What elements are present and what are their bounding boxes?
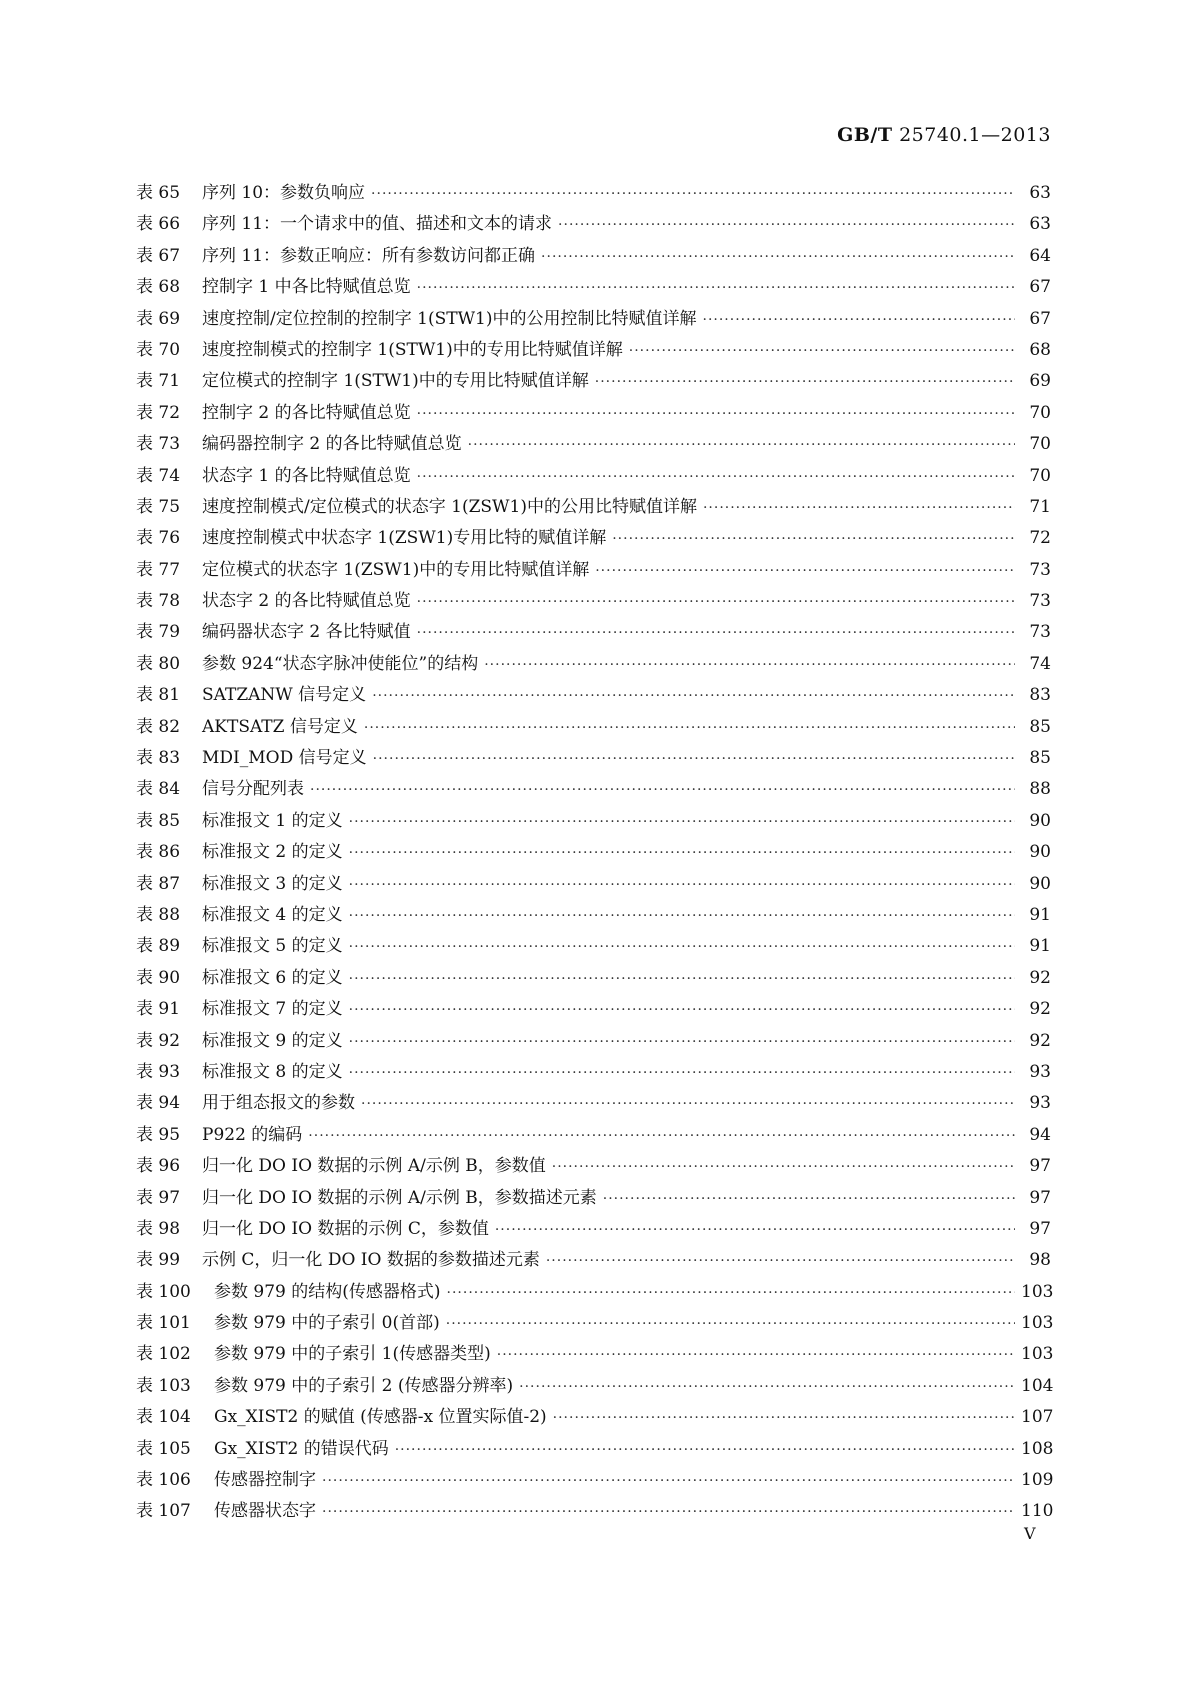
toc-entry-page: 93: [1029, 1061, 1051, 1082]
toc-entry-label: 表 74: [136, 465, 181, 486]
toc-entry-page: 67: [1029, 308, 1051, 329]
toc-entry-title: 信号分配列表: [202, 779, 304, 800]
toc-entry-page: 68: [1029, 339, 1051, 360]
toc-entry[interactable]: [136, 335, 1051, 366]
toc-entry-page: 63: [1029, 183, 1051, 203]
toc-entry-title: 标准报文 3 的定义: [202, 873, 343, 894]
toc-dot-leader: [364, 713, 1015, 744]
toc-entry[interactable]: [136, 931, 1051, 962]
toc-dot-leader: [497, 1340, 1015, 1371]
toc-entry-title: 参数 979 中的子索引 1(传感器类型): [214, 1344, 491, 1365]
toc-dot-leader: [417, 587, 1015, 618]
toc-entry-page: 67: [1029, 277, 1051, 298]
toc-entry[interactable]: [136, 869, 1051, 900]
toc-entry-label: 表 78: [136, 591, 181, 612]
toc-entry-title: 标准报文 7 的定义: [202, 999, 343, 1020]
toc-entry-page: 110: [1021, 1501, 1054, 1522]
toc-entry-title: MDI_MOD 信号定义: [202, 748, 367, 769]
toc-entry[interactable]: [136, 1245, 1051, 1276]
toc-entry-page: 85: [1029, 716, 1051, 737]
toc-dot-leader: [349, 901, 1015, 932]
toc-dot-leader: [468, 430, 1015, 461]
toc-entry-page: 73: [1029, 622, 1051, 643]
toc-entry-label: 表 79: [136, 622, 181, 643]
toc-entry-label: 表 68: [136, 277, 181, 298]
document-header: [837, 124, 1051, 146]
toc-entry[interactable]: [136, 1026, 1051, 1057]
toc-dot-leader: [595, 367, 1015, 398]
toc-entry[interactable]: [136, 178, 1051, 209]
toc-entry-title: Gx_XIST2 的赋值 (传感器-x 位置实际值-2): [214, 1407, 547, 1428]
toc-entry[interactable]: [136, 994, 1051, 1025]
toc-entry-page: 64: [1029, 245, 1051, 266]
toc-dot-leader: [349, 838, 1015, 869]
toc-entry-title: 归一化 DO IO 数据的示例 A/示例 B，参数值: [202, 1156, 546, 1177]
toc-dot-leader: [417, 462, 1015, 493]
toc-entry-page: 90: [1029, 873, 1051, 894]
toc-entry-label: 表 69: [136, 308, 181, 329]
toc-entry-page: 73: [1029, 559, 1051, 580]
toc-entry[interactable]: [136, 649, 1051, 680]
toc-dot-leader: [495, 1215, 1015, 1246]
page-number: V: [1024, 1524, 1036, 1543]
toc-dot-leader: [552, 1152, 1015, 1183]
toc-dot-leader: [484, 650, 1015, 681]
toc-dot-leader: [629, 336, 1015, 367]
toc-entry[interactable]: [136, 1496, 1054, 1527]
toc-entry[interactable]: [136, 1088, 1051, 1119]
toc-entry-title: AKTSATZ 信号定义: [202, 716, 358, 737]
toc-dot-leader: [603, 1184, 1015, 1215]
toc-entry[interactable]: [136, 900, 1051, 931]
toc-dot-leader: [349, 870, 1015, 901]
toc-entry-title: 序列 11：参数正响应：所有参数访问都正确: [202, 245, 536, 266]
toc-entry-title: 标准报文 8 的定义: [202, 1061, 343, 1082]
toc-entry-page: 70: [1029, 465, 1051, 486]
toc-dot-leader: [417, 399, 1015, 430]
toc-dot-leader: [349, 995, 1015, 1026]
toc-entry[interactable]: [136, 492, 1051, 523]
toc-entry[interactable]: [136, 1371, 1054, 1402]
toc-entry-label: 表 66: [136, 214, 181, 235]
toc-entry-page: 70: [1029, 402, 1051, 423]
toc-entry-title: 标准报文 1 的定义: [202, 810, 343, 831]
toc-entry-title: 归一化 DO IO 数据的示例 C，参数值: [202, 1218, 489, 1239]
toc-dot-leader: [349, 964, 1015, 995]
toc-entry-label: 表 98: [136, 1218, 181, 1239]
toc-entry-title: 标准报文 2 的定义: [202, 842, 343, 863]
table-of-contents: [136, 178, 1054, 1528]
toc-entry-page: 90: [1029, 810, 1051, 831]
toc-dot-leader: [395, 1435, 1015, 1466]
toc-entry-page: 91: [1029, 904, 1051, 925]
toc-entry-page: 92: [1029, 999, 1051, 1020]
toc-entry-title: 用于组态报文的参数: [202, 1093, 355, 1114]
toc-entry-page: 83: [1029, 685, 1051, 706]
toc-entry[interactable]: [136, 241, 1051, 272]
toc-entry-label: 表 83: [136, 748, 181, 769]
toc-entry[interactable]: [136, 555, 1051, 586]
toc-entry[interactable]: [136, 366, 1051, 397]
toc-dot-leader: [372, 681, 1015, 712]
toc-entry[interactable]: [136, 1214, 1051, 1245]
toc-dot-leader: [703, 493, 1015, 524]
toc-dot-leader: [612, 524, 1015, 555]
toc-entry-label: 表 80: [136, 653, 181, 674]
toc-entry-title: 示例 C，归一化 DO IO 数据的参数描述元素: [202, 1250, 540, 1271]
toc-dot-leader: [371, 179, 1015, 210]
toc-entry-title: 标准报文 4 的定义: [202, 904, 343, 925]
toc-entry-label: 表 77: [136, 559, 181, 580]
toc-entry[interactable]: [136, 617, 1051, 648]
toc-entry[interactable]: [136, 1183, 1051, 1214]
toc-entry-title: 控制字 1 中各比特赋值总览: [202, 277, 411, 298]
toc-entry-page: 103: [1021, 1344, 1054, 1365]
toc-entry-label: 表 65: [136, 183, 181, 203]
toc-dot-leader: [322, 1466, 1015, 1497]
toc-entry-title: 状态字 1 的各比特赋值总览: [202, 465, 411, 486]
toc-entry-label: 表 91: [136, 999, 181, 1020]
toc-entry-page: 103: [1021, 1313, 1054, 1334]
toc-dot-leader: [310, 775, 1015, 806]
toc-entry-label: 表 106: [136, 1470, 191, 1491]
toc-dot-leader: [417, 618, 1015, 649]
toc-entry-page: 97: [1029, 1218, 1051, 1239]
toc-entry-label: 表 97: [136, 1187, 181, 1208]
toc-entry-page: 90: [1029, 842, 1051, 863]
toc-entry-label: 表 71: [136, 371, 181, 392]
toc-entry[interactable]: [136, 680, 1051, 711]
toc-entry-label: 表 70: [136, 339, 181, 360]
toc-entry-page: 69: [1029, 371, 1051, 392]
toc-entry-page: 88: [1029, 779, 1051, 800]
toc-entry-label: 表 86: [136, 842, 181, 863]
toc-entry-page: 103: [1021, 1281, 1054, 1302]
toc-entry-title: 速度控制模式/定位模式的状态字 1(ZSW1)中的公用比特赋值详解: [202, 496, 697, 517]
toc-entry-page: 92: [1029, 1030, 1051, 1051]
toc-entry[interactable]: [136, 461, 1051, 492]
toc-entry-title: 状态字 2 的各比特赋值总览: [202, 591, 411, 612]
toc-entry-title: 标准报文 6 的定义: [202, 967, 343, 988]
toc-entry-title: SATZANW 信号定义: [202, 685, 367, 706]
toc-entry-page: 91: [1029, 936, 1051, 957]
toc-entry-title: 参数 979 的结构(传感器格式): [214, 1281, 441, 1302]
toc-dot-leader: [349, 1027, 1015, 1058]
toc-dot-leader: [349, 807, 1015, 838]
toc-entry-label: 表 100: [136, 1281, 191, 1302]
toc-entry-label: 表 81: [136, 685, 181, 706]
toc-entry-page: 108: [1021, 1438, 1054, 1459]
toc-entry-title: 编码器控制字 2 的各比特赋值总览: [202, 434, 462, 455]
toc-entry-page: 73: [1029, 591, 1051, 612]
toc-entry-label: 表 104: [136, 1407, 191, 1428]
toc-entry-page: 70: [1029, 434, 1051, 455]
toc-entry-label: 表 90: [136, 967, 181, 988]
toc-dot-leader: [553, 1403, 1015, 1434]
toc-dot-leader: [361, 1089, 1015, 1120]
toc-entry-title: 速度控制模式中状态字 1(ZSW1)专用比特的赋值详解: [202, 528, 607, 549]
toc-entry-title: P922 的编码: [202, 1124, 303, 1145]
toc-entry-page: 97: [1029, 1187, 1051, 1208]
toc-entry[interactable]: [136, 1465, 1054, 1496]
toc-entry-title: 定位模式的状态字 1(ZSW1)中的专用比特赋值详解: [202, 559, 590, 580]
toc-entry-label: 表 85: [136, 810, 181, 831]
toc-entry[interactable]: [136, 837, 1051, 868]
toc-entry-label: 表 87: [136, 873, 181, 894]
toc-entry[interactable]: [136, 1057, 1051, 1088]
toc-entry-label: 表 75: [136, 496, 181, 517]
toc-entry-label: 表 88: [136, 904, 181, 925]
toc-dot-leader: [447, 1278, 1015, 1309]
toc-entry[interactable]: [136, 398, 1051, 429]
toc-entry-page: 92: [1029, 967, 1051, 988]
toc-entry-page: 74: [1029, 653, 1051, 674]
toc-entry-title: 序列 11：一个请求中的值、描述和文本的请求: [202, 214, 553, 235]
toc-entry-page: 98: [1029, 1250, 1051, 1271]
toc-dot-leader: [349, 1058, 1015, 1089]
toc-entry-label: 表 103: [136, 1375, 191, 1396]
toc-dot-leader: [373, 744, 1015, 775]
toc-entry[interactable]: [136, 1402, 1054, 1433]
toc-entry[interactable]: [136, 1151, 1051, 1182]
toc-entry-label: 表 95: [136, 1124, 181, 1145]
toc-entry-label: 表 67: [136, 245, 181, 266]
toc-entry-label: 表 99: [136, 1250, 181, 1271]
toc-entry[interactable]: [136, 429, 1051, 460]
toc-entry-label: 表 101: [136, 1313, 191, 1334]
toc-entry-title: 速度控制模式的控制字 1(STW1)中的专用比特赋值详解: [202, 339, 623, 360]
toc-entry[interactable]: [136, 586, 1051, 617]
toc-dot-leader: [349, 932, 1015, 963]
toc-entry-page: 109: [1021, 1470, 1054, 1491]
toc-entry-title: 参数 924“状态字脉冲使能位”的结构: [202, 653, 479, 674]
toc-dot-leader: [541, 242, 1015, 273]
toc-entry[interactable]: [136, 963, 1051, 994]
toc-entry-label: 表 105: [136, 1438, 191, 1459]
toc-entry-title: 传感器状态字: [214, 1501, 316, 1522]
toc-entry-page: 93: [1029, 1093, 1051, 1114]
toc-entry[interactable]: [136, 304, 1051, 335]
toc-entry-label: 表 76: [136, 528, 181, 549]
toc-dot-leader: [308, 1121, 1015, 1152]
toc-entry[interactable]: [136, 1277, 1054, 1308]
toc-entry-title: 归一化 DO IO 数据的示例 A/示例 B，参数描述元素: [202, 1187, 597, 1208]
toc-dot-leader: [703, 305, 1016, 336]
toc-entry-title: 控制字 2 的各比特赋值总览: [202, 402, 411, 423]
toc-entry-label: 表 93: [136, 1061, 181, 1082]
standard-code: GB/T: [837, 124, 893, 146]
toc-entry-label: 表 89: [136, 936, 181, 957]
toc-dot-leader: [558, 210, 1015, 241]
toc-entry-page: 72: [1029, 528, 1051, 549]
toc-entry-label: 表 107: [136, 1501, 191, 1522]
toc-entry[interactable]: [136, 1120, 1051, 1151]
toc-entry-page: 107: [1021, 1407, 1054, 1428]
toc-entry-page: 71: [1029, 496, 1051, 517]
toc-entry[interactable]: [136, 209, 1051, 240]
toc-entry-label: 表 73: [136, 434, 181, 455]
toc-entry-title: 定位模式的控制字 1(STW1)中的专用比特赋值详解: [202, 371, 589, 392]
toc-entry[interactable]: [136, 743, 1051, 774]
toc-dot-leader: [446, 1309, 1015, 1340]
toc-entry-page: 85: [1029, 748, 1051, 769]
toc-entry-title: 标准报文 5 的定义: [202, 936, 343, 957]
toc-entry[interactable]: [136, 272, 1051, 303]
toc-entry-label: 表 94: [136, 1093, 181, 1114]
toc-entry[interactable]: [136, 712, 1051, 743]
toc-entry-title: 速度控制/定位控制的控制字 1(STW1)中的公用控制比特赋值详解: [202, 308, 697, 329]
toc-entry-title: 传感器控制字: [214, 1470, 316, 1491]
toc-entry-label: 表 92: [136, 1030, 181, 1051]
toc-entry-title: 编码器状态字 2 各比特赋值: [202, 622, 411, 643]
toc-entry-page: 63: [1029, 214, 1051, 235]
toc-entry-title: 参数 979 中的子索引 0(首部): [214, 1313, 440, 1334]
toc-entry-label: 表 82: [136, 716, 181, 737]
toc-dot-leader: [546, 1246, 1015, 1277]
toc-dot-leader: [519, 1372, 1015, 1403]
toc-entry[interactable]: [136, 774, 1051, 805]
toc-entry[interactable]: [136, 1308, 1054, 1339]
standard-number: 25740.1—2013: [899, 124, 1051, 146]
toc-entry-title: Gx_XIST2 的错误代码: [214, 1438, 389, 1459]
toc-entry-title: 序列 10：参数负响应: [202, 183, 366, 203]
toc-dot-leader: [595, 556, 1015, 587]
toc-entry[interactable]: [136, 1339, 1054, 1370]
toc-entry-label: 表 96: [136, 1156, 181, 1177]
toc-entry-title: 参数 979 中的子索引 2 (传感器分辨率): [214, 1375, 514, 1396]
toc-entry-page: 104: [1021, 1375, 1054, 1396]
toc-dot-leader: [322, 1497, 1015, 1528]
toc-entry[interactable]: [136, 806, 1051, 837]
toc-entry[interactable]: [136, 1434, 1054, 1465]
toc-entry[interactable]: [136, 523, 1051, 554]
toc-dot-leader: [417, 273, 1015, 304]
toc-entry-page: 94: [1029, 1124, 1051, 1145]
toc-entry-page: 97: [1029, 1156, 1051, 1177]
toc-entry-label: 表 102: [136, 1344, 191, 1365]
toc-entry-title: 标准报文 9 的定义: [202, 1030, 343, 1051]
toc-entry-label: 表 72: [136, 402, 181, 423]
toc-entry-label: 表 84: [136, 779, 181, 800]
